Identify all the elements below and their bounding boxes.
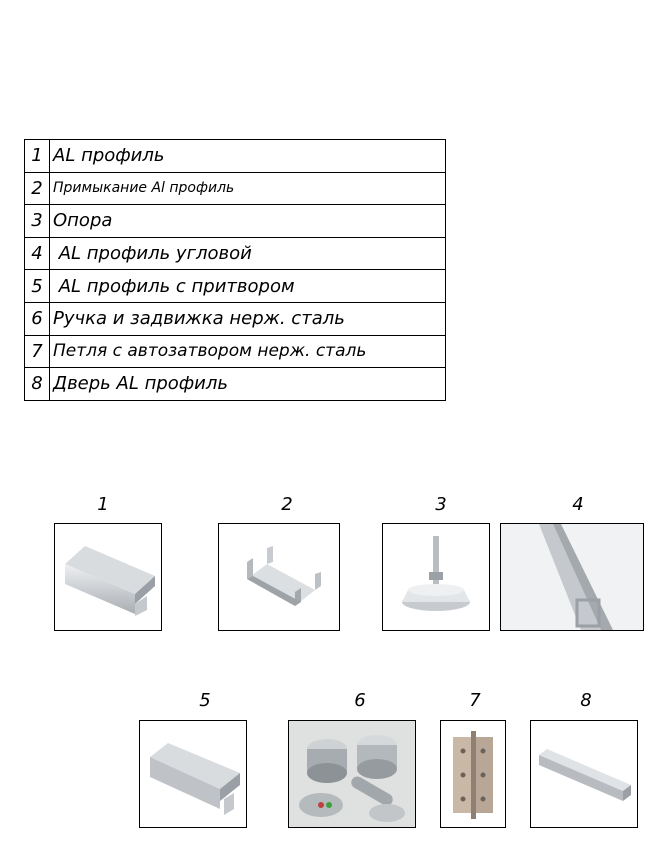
table-row: [25, 270, 446, 303]
row-name: Дверь AL профиль: [50, 368, 446, 401]
handle-latch-icon: [288, 720, 416, 828]
hinge-icon: [440, 720, 506, 828]
row-number: 8: [25, 368, 50, 401]
row-name: AL профиль угловой: [50, 237, 446, 270]
row-name: Петля с автозатвором нерж. сталь: [50, 335, 446, 368]
caption-2: 2: [281, 494, 293, 515]
row-name: Ручка и задвижка нерж. сталь: [50, 302, 446, 335]
row-number: 4: [25, 237, 50, 270]
table-row: [25, 368, 446, 401]
row-name: AL профиль: [50, 140, 446, 173]
caption-5: 5: [199, 690, 211, 711]
support-foot-icon: [382, 523, 490, 631]
row-name: Опора: [50, 205, 446, 238]
row-number: 7: [25, 335, 50, 368]
table-row: [25, 302, 446, 335]
door-profile-icon: [530, 720, 638, 828]
caption-7: 7: [469, 690, 481, 711]
caption-4: 4: [572, 494, 584, 515]
table-row: [25, 205, 446, 238]
table-row: [25, 140, 446, 173]
table-row: [25, 237, 446, 270]
row-number: 5: [25, 270, 50, 303]
parts-table: [24, 139, 446, 401]
u-channel-profile-icon: [218, 523, 340, 631]
caption-1: 1: [97, 494, 109, 515]
row-name: AL профиль с притвором: [50, 270, 446, 303]
rebate-profile-icon: [139, 720, 247, 828]
table-row: [25, 172, 446, 205]
row-number: 2: [25, 172, 50, 205]
caption-6: 6: [354, 690, 366, 711]
row-number: 3: [25, 205, 50, 238]
al-profile-icon: [54, 523, 162, 631]
caption-3: 3: [435, 494, 447, 515]
row-name: Примыкание Al профиль: [50, 172, 446, 205]
row-number: 1: [25, 140, 50, 173]
row-number: 6: [25, 302, 50, 335]
table-row: [25, 335, 446, 368]
corner-profile-icon: [500, 523, 644, 631]
caption-8: 8: [580, 690, 592, 711]
